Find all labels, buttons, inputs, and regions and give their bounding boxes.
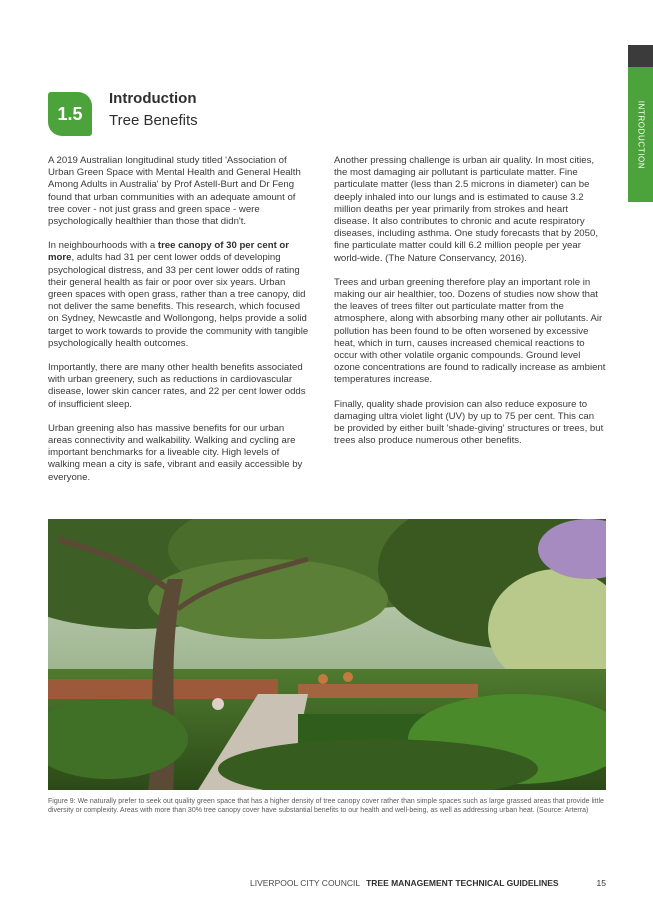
page-number: 15 — [596, 878, 606, 888]
figure-caption: Figure 9: We naturally prefer to seek out quality green space that has a higher density of tree canopy cover rather than simple spaces such as large grassed areas that provide little diversity or complexity. Areas with more than 30% tree canopy cover have substantial benefits to our health and well-being, as well as addressing urban heat. (Source: Arterra) — [48, 798, 604, 815]
paragraph-text: , adults had 31 per cent lower odds of developing psychological distress, and 33 per cent lower odds of rating their general health as fair or poor over six years. Urban green spaces with open grass, rather than a tree canopy, did not deliver the same benefits. This research, which focused on Sydney, Newcastle and Wollongong, helps provide a solid target to work towards to provide the community with tangible psychologically health outcomes. — [48, 252, 309, 349]
paragraph — [48, 240, 310, 350]
section-subtitle: Tree Benefits — [109, 112, 198, 129]
paragraph: Urban greening also has massive benefits for our urban areas connectivity and walkability. Walking and cycling are important benchmarks for a liveable city. High levels of walking mean a city is safe, vibrant and easily accessible by everyone. — [48, 422, 303, 483]
side-tab-introduction — [628, 67, 653, 202]
paragraph: Trees and urban greening therefore play an important role in making our air healthier, too. Dozens of studies now show that the leaves of trees filter out particulate matter from the atmosphere, along with absorbing many other air pollutants. Air pollution has been found to be often worsened by excessive heat, which in turn, causes increased chemical reactions to occur with other volatile organic compounds. Ground level ozone concentrations are found to radically increase as ambient temperatures increase. — [334, 276, 606, 386]
right-column — [334, 155, 606, 459]
side-tab-label: INTRODUCTION — [636, 100, 645, 169]
page-footer — [250, 878, 606, 888]
emphasis-text: tree canopy of 30 per cent or more — [48, 240, 290, 264]
footer-guide-title: TREE MANAGEMENT TECHNICAL GUIDELINES — [366, 878, 559, 888]
paragraph: Finally, quality shade provision can also reduce exposure to damaging ultra violet light (UV) by up to 75 per cent. This can be provided by either built 'shade-giving' structures or trees, but trees also produce numerous other benefits. — [334, 398, 604, 447]
paragraph: A 2019 Australian longitudinal study titled 'Association of Urban Green Space with Mental Health and General Health Among Adults in Australia' by Prof Astell-Burt and Dr Feng found that urban communities with an adequate amount of tree cover - not just grass and green space - were psychologically healthier than those that didn't. — [48, 155, 301, 228]
garden-photo — [48, 519, 606, 790]
side-tab-dark-block — [628, 45, 653, 67]
paragraph: Another pressing challenge is urban air quality. In most cities, the most damaging air pollutant is particulate matter. Fine particulate matter (less than 2.5 microns in diameter) can be deeply inhaled into our lungs and is estimated to cause 3.2 million deaths per year primarily from strokes and heart disease. It also contributes to chronic and acute respiratory diseases, including asthma. One study forecasts that by 2050, fine particulate matter could kill 6.2 million people per year world-wide. (The Nature Conservancy, 2016). — [334, 155, 598, 264]
footer-council: LIVERPOOL CITY COUNCIL — [250, 878, 361, 888]
section-number-badge: 1.5 — [48, 92, 92, 136]
section-title: Introduction — [109, 90, 197, 107]
paragraph: Importantly, there are many other health benefits associated with urban greenery, such as reductions in cardiovascular disease, lower skin cancer rates, and 22 per cent lower odds of insufficient sleep. — [48, 362, 306, 410]
left-column — [48, 155, 310, 496]
paragraph-text: In neighbourhoods with a — [48, 240, 158, 252]
